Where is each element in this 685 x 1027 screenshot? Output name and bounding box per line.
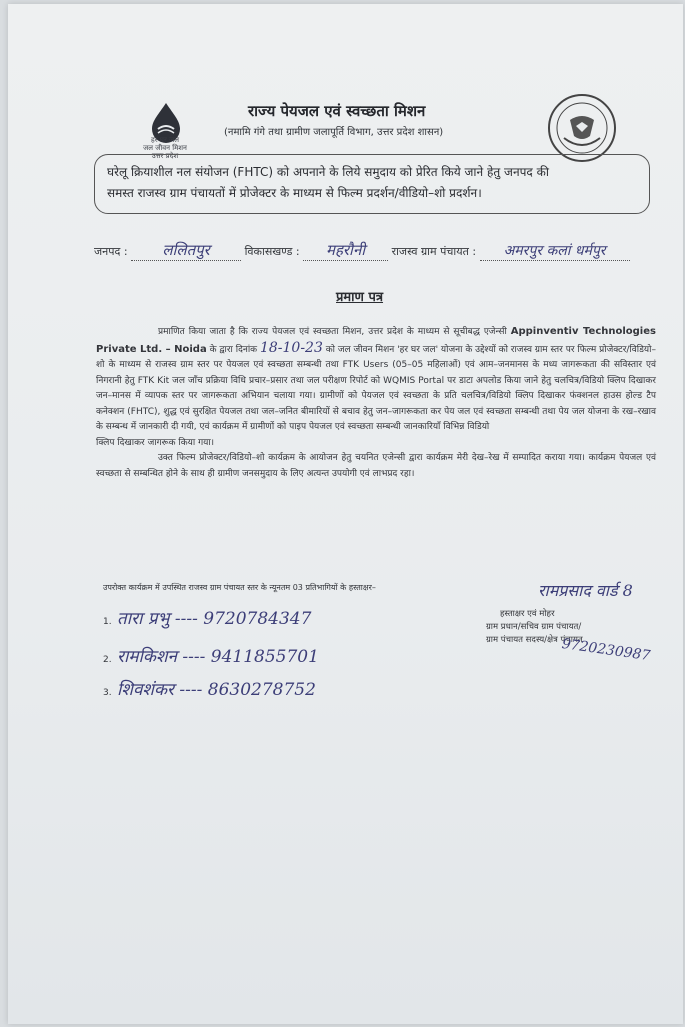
body-paragraph-2: उक्त फिल्म प्रोजेक्टर/विडियो–शो कार्यक्रम के आयोजन हेतु चयनित एजेन्सी द्वारा कार्यक्रम मेरी देख–रेख में सम्पादित कराया गया। कार्यक्रम पेयजल एवं स्वच्छता से सम्बन्धित होने के साथ ही ग्रामीण जनसमुदाय के लिए अत्यन्त उपयोगी एवं लाभप्रद रहा।: [96, 453, 656, 479]
page-title: राज्य पेयजल एवं स्वच्छता मिशन: [248, 102, 426, 120]
participant-signature: 3. शिवशंकर ---- 8630278752: [103, 680, 316, 700]
participant-number: 2.: [103, 655, 112, 665]
certificate-page: [8, 4, 683, 1024]
village-value: अमरपुर कलां धर्मपुर: [480, 241, 630, 261]
signatures-intro: उपरोक्त कार्यक्रम में उपस्थित राजस्व ग्राम पंचायत स्तर के न्यूनतम 03 प्रतिभागियों के हस्ताक्षर–: [103, 583, 376, 592]
district-value: ललितपुर: [131, 240, 241, 261]
date-label: के द्वारा दिनांक: [209, 344, 258, 355]
block-value: महरौनी: [303, 240, 388, 261]
participant-phone: 9720784347: [203, 609, 312, 629]
participant-signature: 2. रामकिशन ---- 9411855701: [103, 647, 319, 667]
location-fields: [94, 240, 630, 261]
participant-name: तारा प्रभु: [117, 609, 170, 629]
participant-number: 1.: [103, 617, 112, 627]
participant-signature: 1. तारा प्रभु ---- 9720784347: [103, 609, 312, 629]
body-text-rest: को जल जीवन मिशन 'हर घर जल' योजना के उद्देश्यों को राजस्व ग्राम स्तर पर फिल्म प्रोजेक्टर/विडियो–शो के माध्यम से राजस्व ग्राम स्तर पर पेयजल एवं स्वच्छता सम्बन्धी तथा FTK Users (05–05 महिलाओं) एवं आम–जनमानस के मध्य जागरूकता की सविस्तार एवं निगरानी हेतु FTK Kit जल जाँच प्रक्रिया विधि प्रचार–प्रसार तथा जल परीक्षण रिपोर्ट को WQMIS Portal पर डाटा अपलोड किया जाने हेतु चलचित्र/विडियो क्लिप दिखाकर जन–मानस में व्यापक स्तर पर जागरूकता अभियान चलाया गया। ग्रामीणों को पेयजल एवं स्वच्छता के प्रति चलचित्र/विडियो क्लिप दिखाकर फंक्शनल हाउस होल्ड टैप कनेक्शन (FHTC), शुद्ध एवं सुरक्षित पेयजल तथा जल–जनित बीमारियों से बचाव हेतु जन–जागरूकता कर पेय जल एवं स्वच्छता सम्बन्धी तथा पेय जल योजना के रख–रखाव के सम्बन्ध में जानकारी दी गयी, एवं कार्यक्रम में ग्रामीणों को पाइप पेयजल एवं स्वच्छता सम्बन्धी जानकारियाँ विभिन्न विडियो: [96, 344, 656, 432]
program-date: 18-10-23: [259, 339, 323, 356]
logo-caption-line: हर घर जल: [151, 136, 179, 144]
subject-banner: [94, 154, 650, 214]
designation-line: ग्राम पंचायत सदस्य/क्षेत्र पंचायत: [486, 635, 583, 645]
participant-number: 3.: [103, 688, 112, 698]
banner-line: समस्त राजस्व ग्राम पंचायतों में प्रोजेक्टर के माध्यम से फिल्म प्रदर्शन/वीडियो–शो प्रदर्शन।: [107, 186, 482, 200]
pradhan-signature: रामप्रसाद वार्ड 8: [538, 581, 633, 600]
certificate-body: [96, 324, 656, 482]
page-subtitle: (नमामि गंगे तथा ग्रामीण जलापूर्ति विभाग, उत्तर प्रदेश शासन): [224, 127, 444, 138]
body-text-start: प्रमाणित किया जाता है कि राज्य पेयजल एवं स्वच्छता मिशन, उत्तर प्रदेश के माध्यम से सूचीबद्ध एजेन्सी: [158, 327, 507, 337]
designation-line: ग्राम प्रधान/सचिव ग्राम पंचायत/: [486, 622, 582, 632]
agency-name: Appinventiv Technologies Private Ltd. – Noida: [96, 326, 656, 355]
participant-name: रामकिशन: [117, 647, 177, 667]
logo-caption-line: उत्तर प्रदेश: [151, 152, 179, 160]
body-paragraph-1-end: क्लिप दिखाकर जागरूक किया गया।: [96, 437, 215, 448]
banner-line: घरेलू क्रियाशील नल संयोजन (FHTC) को अपनाने के लिये समुदाय को प्रेरित किये जाने हेतु जनपद की: [107, 165, 549, 179]
designation-line: हस्ताक्षर एवं मोहर: [500, 609, 555, 619]
participant-phone: 8630278752: [207, 680, 316, 700]
logo-caption-line: जल जीवन मिशन: [143, 144, 187, 152]
block-label: विकासखण्ड :: [244, 245, 300, 258]
district-label: जनपद :: [94, 245, 128, 258]
participant-name: शिवशंकर: [117, 680, 174, 700]
pradhan-phone: 9720230987: [560, 636, 652, 665]
participant-phone: 9411855701: [210, 647, 319, 667]
village-label: राजस्व ग्राम पंचायत :: [391, 245, 477, 258]
body-paragraph-1: [96, 324, 656, 436]
certificate-heading: प्रमाण पत्र: [336, 290, 384, 305]
